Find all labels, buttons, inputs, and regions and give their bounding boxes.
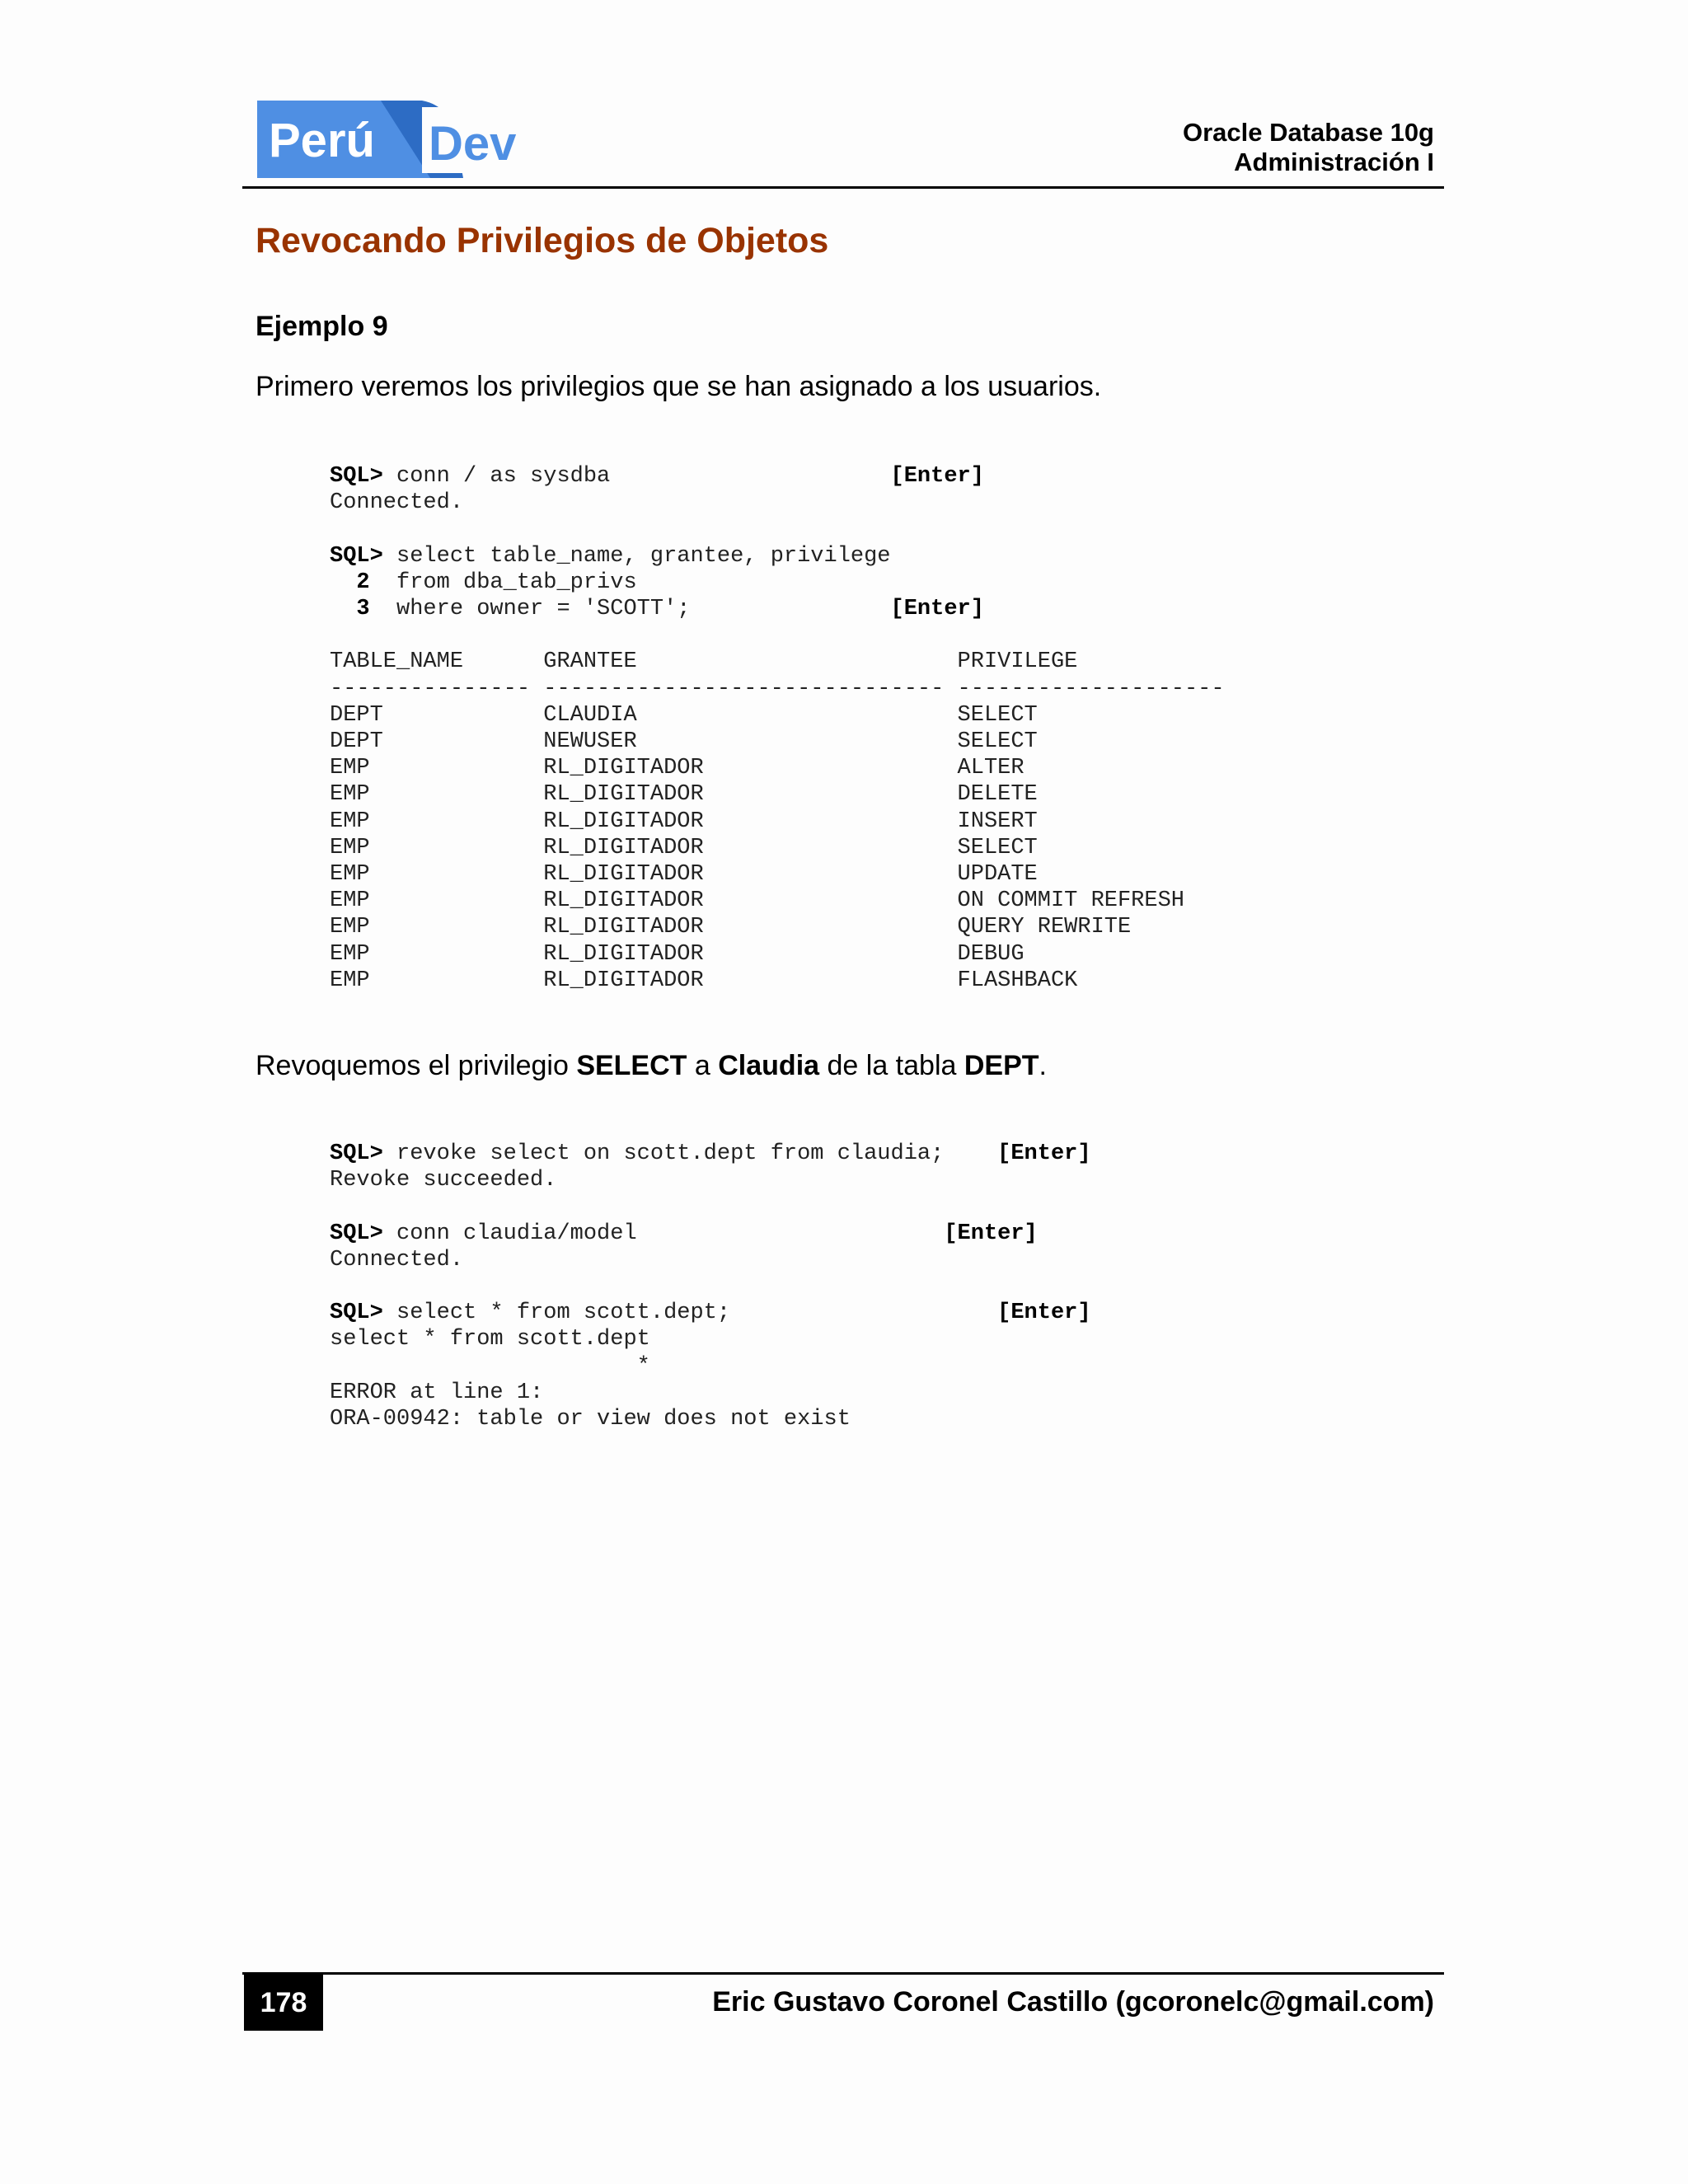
example-heading: Ejemplo 9 — [256, 311, 388, 342]
table-cell: DELETE — [957, 782, 1038, 808]
sql-prompt: SQL> — [330, 464, 383, 489]
table-cell: RL_DIGITADOR — [543, 808, 704, 834]
result-rows — [330, 703, 1184, 993]
running-header — [1183, 118, 1434, 177]
table-cell: RL_DIGITADOR — [543, 782, 704, 808]
command-line: where owner = 'SCOTT'; — [396, 597, 691, 622]
table-cell: EMP — [330, 941, 370, 967]
command-line: revoke select on scott.dept from claudia; — [396, 1141, 945, 1166]
footer-rule — [242, 1972, 1444, 1975]
table-cell: DEPT — [330, 702, 383, 728]
output-line: select * from scott.dept — [330, 1327, 650, 1352]
code-block-1 — [330, 463, 1225, 994]
table-cell: EMP — [330, 808, 370, 834]
table-cell: QUERY REWRITE — [957, 915, 1132, 940]
table-cell: EMP — [330, 968, 370, 993]
table-cell: RL_DIGITADOR — [543, 862, 704, 888]
error-marker: * — [636, 1353, 650, 1379]
table-row — [330, 756, 1025, 780]
table-cell: EMP — [330, 862, 370, 888]
table-row — [330, 729, 1038, 754]
table-cell: UPDATE — [957, 862, 1038, 888]
table-cell: RL_DIGITADOR — [543, 835, 704, 860]
table-row — [330, 888, 1184, 913]
table-row — [330, 703, 1038, 728]
error-line: ERROR at line 1: — [330, 1380, 544, 1405]
enter-key-label: [Enter] — [944, 1221, 1038, 1246]
logo-text-left: Perú — [269, 114, 375, 167]
enter-key-label: [Enter] — [890, 464, 984, 489]
table-cell: RL_DIGITADOR — [543, 888, 704, 914]
table-cell: INSERT — [957, 808, 1038, 834]
table-cell: RL_DIGITADOR — [543, 941, 704, 967]
enter-key-label: [Enter] — [997, 1301, 1091, 1326]
output-line: Connected. — [330, 490, 464, 516]
table-cell: RL_DIGITADOR — [543, 915, 704, 940]
command-line: select * from scott.dept; — [396, 1301, 731, 1326]
sql-prompt: SQL> — [330, 1221, 383, 1246]
table-cell: EMP — [330, 888, 370, 914]
table-cell: SELECT — [957, 729, 1038, 755]
output-line: Connected. — [330, 1247, 464, 1272]
table-row — [330, 862, 1038, 887]
sql-prompt: SQL> — [330, 1301, 383, 1326]
table-separator: --------------- ------------------------------ -------------------- — [330, 676, 1225, 701]
command-line: from dba_tab_privs — [396, 569, 637, 595]
error-line: ORA-00942: table or view does not exist — [330, 1407, 851, 1432]
table-cell: EMP — [330, 782, 370, 808]
table-cell: EMP — [330, 915, 370, 940]
table-cell: CLAUDIA — [543, 702, 637, 728]
table-cell: DEBUG — [957, 941, 1025, 967]
book-title: Oracle Database 10g — [1182, 118, 1434, 147]
intro-paragraph: Primero veremos los privilegios que se han asignado a los usuarios. — [256, 371, 1102, 402]
code-block-2 — [330, 1141, 1091, 1432]
column-header: PRIVILEGE — [957, 649, 1078, 675]
table-row — [330, 942, 1025, 967]
table-row — [330, 968, 1077, 993]
output-line: Revoke succeeded. — [330, 1168, 557, 1193]
table-row — [330, 809, 1038, 834]
footer-author: Eric Gustavo Coronel Castillo (gcoronelc@gmail.com) — [712, 1986, 1434, 2018]
enter-key-label: [Enter] — [997, 1141, 1091, 1166]
sql-prompt: SQL> — [330, 1141, 383, 1166]
revoke-paragraph: Revoquemos el privilegio SELECT a Claudia de la tabla DEPT. — [256, 1050, 1047, 1081]
header-rule — [242, 186, 1444, 189]
column-header: GRANTEE — [543, 649, 637, 675]
table-cell: EMP — [330, 835, 370, 860]
enter-key-label: [Enter] — [890, 597, 984, 622]
command-line: conn claudia/model — [396, 1221, 637, 1246]
table-cell: ON COMMIT REFRESH — [957, 888, 1184, 914]
command-line: select table_name, grantee, privilege — [396, 543, 891, 569]
sql-prompt: SQL> — [330, 543, 383, 569]
table-cell: FLASHBACK — [957, 968, 1078, 993]
command-line: conn / as sysdba — [396, 464, 611, 489]
section-title: Revocando Privilegios de Objetos — [256, 221, 829, 260]
table-cell: DEPT — [330, 729, 383, 755]
table-row — [330, 782, 1038, 807]
logo-text-right: Dev — [429, 117, 517, 171]
table-cell: EMP — [330, 756, 370, 781]
table-cell: SELECT — [957, 835, 1038, 860]
table-cell: SELECT — [957, 702, 1038, 728]
page-number: 178 — [244, 1975, 323, 2031]
table-cell: RL_DIGITADOR — [543, 756, 704, 781]
book-subtitle: Administración I — [1234, 148, 1434, 176]
table-cell: RL_DIGITADOR — [543, 968, 704, 993]
line-number: 2 — [356, 569, 370, 595]
peru-dev-logo — [257, 101, 529, 178]
column-header: TABLE_NAME — [330, 649, 464, 675]
table-row — [330, 836, 1038, 860]
table-cell: NEWUSER — [543, 729, 637, 755]
table-row — [330, 915, 1131, 940]
line-number: 3 — [356, 597, 370, 622]
table-cell: ALTER — [957, 756, 1025, 781]
